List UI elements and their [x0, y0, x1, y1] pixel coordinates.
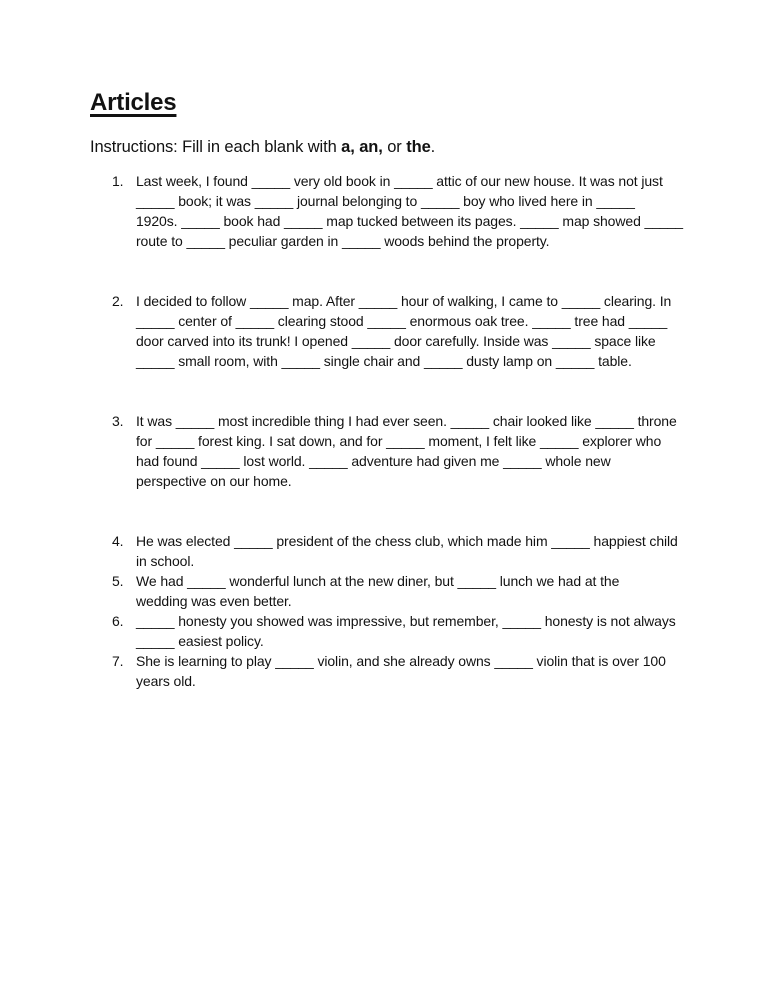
item-number: 1. [112, 173, 124, 189]
item-line: He was elected _____ president of the chess club, which made him _____ happiest child [136, 533, 678, 549]
item-number: 3. [112, 413, 124, 429]
item-line: 1920s. _____ book had _____ map tucked between its pages. _____ map showed _____ [136, 213, 683, 229]
exercise-item-1 [112, 171, 768, 251]
exercise-item-2 [112, 291, 768, 371]
item-number: 2. [112, 293, 124, 309]
instructions-text: Instructions: Fill in each blank with [90, 138, 342, 156]
item-line: _____ honesty you showed was impressive, but remember, _____ honesty is not always [136, 613, 676, 629]
item-text [136, 411, 768, 491]
exercise-item-7 [112, 651, 768, 691]
item-line: Last week, I found _____ very old book in _____ attic of our new house. It was not just [136, 173, 663, 189]
item-number: 4. [112, 533, 124, 549]
item-text [136, 611, 768, 651]
item-line: It was _____ most incredible thing I had ever seen. _____ chair looked like _____ throne [136, 413, 677, 429]
item-line: for _____ forest king. I sat down, and for _____ moment, I felt like _____ explorer who [136, 433, 662, 449]
exercise-list [0, 171, 768, 691]
item-line: had found _____ lost world. _____ adventure had given me _____ whole new [136, 453, 611, 469]
item-number: 7. [112, 653, 124, 669]
exercise-item-6 [112, 611, 768, 651]
item-line: _____ book; it was _____ journal belonging to _____ boy who lived here in _____ [136, 193, 635, 209]
instructions-bold-options: a, an, [341, 138, 383, 156]
item-line: perspective on our home. [136, 473, 292, 489]
item-line: She is learning to play _____ violin, and she already owns _____ violin that is over 100 [136, 653, 666, 669]
item-line: I decided to follow _____ map. After _____ hour of walking, I came to _____ clearing. In [136, 293, 672, 309]
item-number: 5. [112, 573, 124, 589]
exercise-item-3 [112, 411, 768, 491]
item-text [136, 571, 768, 611]
item-text [136, 651, 768, 691]
item-number: 6. [112, 613, 124, 629]
exercise-item-5 [112, 571, 768, 611]
item-line: years old. [136, 673, 196, 689]
item-line: _____ small room, with _____ single chair and _____ dusty lamp on _____ table. [136, 353, 632, 369]
item-line: _____ center of _____ clearing stood _____ enormous oak tree. _____ tree had _____ [136, 313, 668, 329]
item-line: wedding was even better. [136, 593, 292, 609]
item-text [136, 291, 768, 371]
page-title: Articles [90, 89, 177, 116]
item-line: route to _____ peculiar garden in _____ woods behind the property. [136, 233, 550, 249]
item-line: door carved into its trunk! I opened _____ door carefully. Inside was _____ space like [136, 333, 656, 349]
item-text [136, 171, 768, 251]
item-line: in school. [136, 553, 195, 569]
item-line: _____ easiest policy. [136, 633, 264, 649]
exercise-item-4 [112, 531, 768, 571]
item-line: We had _____ wonderful lunch at the new diner, but _____ lunch we had at the [136, 573, 620, 589]
item-text [136, 531, 768, 571]
instructions-period: . [430, 138, 436, 156]
instructions-bold-the: the [406, 138, 431, 156]
instructions-text-or: or [382, 138, 407, 156]
instructions-line [90, 137, 678, 158]
